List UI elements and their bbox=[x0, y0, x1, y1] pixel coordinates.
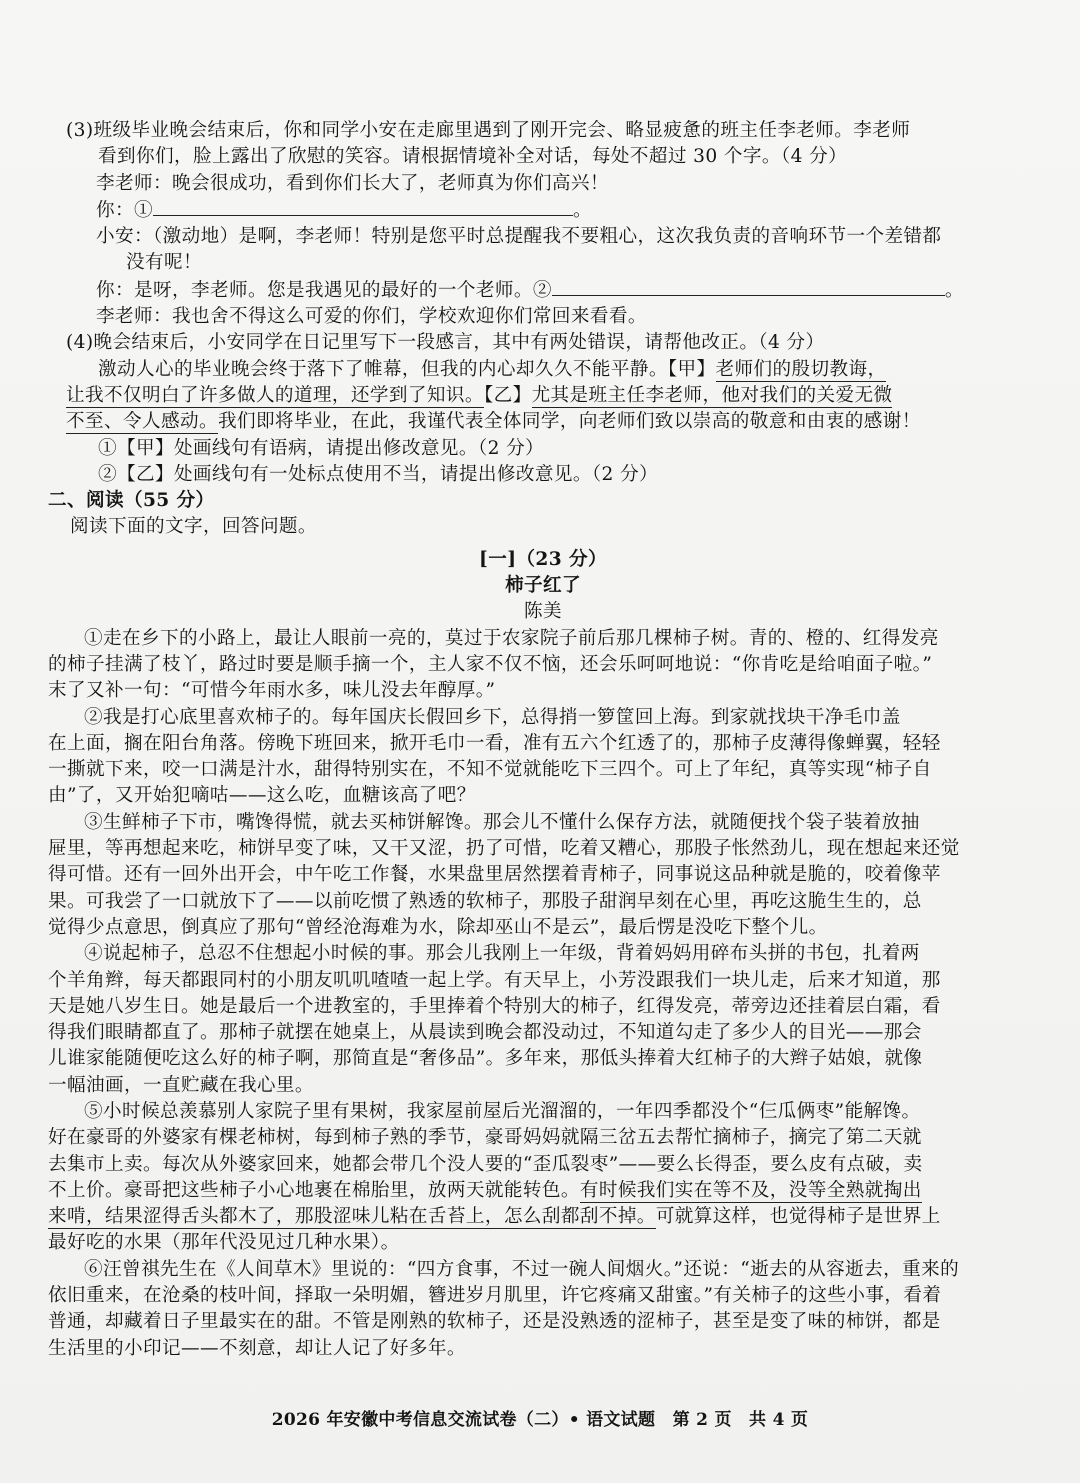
dialogue-you-2 bbox=[48, 277, 1038, 304]
article-p2-line-1: ②我是打心底里喜欢柿子的。每年国庆长假回乡下，总得捎一箩筐回上海。到家就找块干净毛巾盖 bbox=[84, 706, 901, 728]
diary-underline-yi-1: 尤其是班主任李老师，他对我们的关爱无微 bbox=[531, 384, 893, 406]
article-p5-line-6: 最好吃的水果（那年代没见过几种水果）。 bbox=[48, 1232, 400, 1254]
diary-mark-yi: 【乙】 bbox=[483, 384, 532, 406]
article-title: 柿子红了 bbox=[505, 575, 581, 597]
article-p5-text-5: 可就算这样，也觉得柿子是世界上 bbox=[655, 1206, 941, 1228]
q4-sub-question-1: ①【甲】处画线句有语病，请提出修改意见。（2 分） bbox=[98, 437, 545, 459]
article-p3-line-2: 屉里，等再想起来吃，柿饼早变了味，又干又涩，扔了可惜，吃着又糟心，那股子怅然劲儿，现在想起来还觉 bbox=[48, 838, 960, 860]
q4-sub-question-2: ②【乙】处画线句有一处标点使用不当，请提出修改意见。（2 分） bbox=[98, 463, 659, 485]
article-p5-text-4: 不上价。豪哥把这些柿子小心地裹在棉胎里，放两天就能转色。 bbox=[48, 1179, 580, 1201]
diary-underline-jia-1: 老师们的殷切教诲， bbox=[715, 358, 887, 380]
dialogue-teacher-2: 李老师：我也舍不得这么可爱的你们，学校欢迎你们常回来看看。 bbox=[96, 306, 647, 328]
q3-prompt-line-1: (3)班级毕业晚会结束后，你和同学小安在走廊里遇到了刚开完会、略显疲惫的班主任李老师。李老师 bbox=[66, 120, 911, 141]
article-p3-line-5: 觉得少点意思，倒真应了那句“曾经沧海难为水，除却巫山不是云”，最后愣是没吃下整个儿。 bbox=[48, 916, 828, 938]
article-p4-line-6: 一幅油画，一直贮藏在我心里。 bbox=[48, 1074, 314, 1096]
dialogue-you-2-end: 。 bbox=[944, 279, 964, 301]
diary-text-3: 我们即将毕业，在此，我谨代表全体同学，向老师们致以崇高的敬意和由衷的感谢！ bbox=[217, 411, 921, 433]
answer-blank-1[interactable] bbox=[153, 197, 573, 216]
q3-prompt-line-2: 看到你们，脸上露出了欣慰的笑容。请根据情境补全对话，每处不超过 30 个字。（4 分） bbox=[98, 146, 848, 168]
article-p1-line-1: ①走在乡下的小路上，最让人眼前一亮的，莫过于农家院子前后那几棵柿子树。青的、橙的、红得发亮 bbox=[84, 627, 939, 649]
dialogue-xiaoan-1: 小安：（激动地）是啊，李老师！特别是您平时总提醒我不要粗心，这次我负责的音响环节一个差错都 bbox=[96, 226, 942, 248]
article-p6-line-3: 普通，却藏着日子里最实在的甜。不管是刚熟的软柿子，还是没熟透的涩柿子，甚至是变了味的柿饼，都是 bbox=[48, 1311, 941, 1333]
page-footer: 2026 年安徽中考信息交流试卷（二）• 语文试题 第 2 页 共 4 页 bbox=[271, 1410, 809, 1430]
article-p5-line-4 bbox=[48, 1178, 1038, 1204]
article-p5-line-2: 好在豪哥的外婆家有棵老柿树，每到柿子熟的季节，豪哥妈妈就隔三岔五去帮忙摘柿子，摘完了第二天就 bbox=[48, 1127, 922, 1149]
article-p2-line-2: 在上面，搁在阳台角落。傍晚下班回来，掀开毛巾一看，准有五六个红透了的，那柿子皮薄得像蝉翼，轻轻 bbox=[48, 732, 941, 754]
diary-underline-jia-2: 让我不仅明白了许多做人的道理，还学到了知识。 bbox=[66, 384, 484, 406]
reading-part-heading: [一]（23 分） bbox=[479, 548, 607, 570]
diary-line-1 bbox=[48, 357, 1038, 383]
article-p4-line-5: 儿谁家能随便吃这么好的柿子啊，那简直是“奢侈品”。多年来，那低头捧着大红柿子的大辫子姑娘，就像 bbox=[48, 1048, 923, 1070]
article-p5-line-1: ⑤小时候总羡慕别人家院子里有果树，我家屋前屋后光溜溜的，一年四季都没个“仨瓜俩枣”能解馋。 bbox=[84, 1100, 921, 1122]
article-author: 陈美 bbox=[524, 601, 562, 623]
article-p6-line-2: 依旧重来，在沧桑的枝叶间，择取一朵明媚，簪进岁月肌里，许它疼痛又甜蜜。”有关柿子的这些小事，看着 bbox=[48, 1285, 942, 1307]
article-p3-line-1: ③生鲜柿子下市，嘴馋得慌，就去买柿饼解馋。那会儿不懂什么保存方法，就随便找个袋子装着放抽 bbox=[84, 811, 920, 833]
article-p5-line-5 bbox=[48, 1204, 1038, 1230]
reading-instruction: 阅读下面的文字，回答问题。 bbox=[70, 516, 317, 538]
dialogue-you-1-label: 你：① bbox=[96, 199, 153, 221]
answer-blank-2[interactable] bbox=[552, 277, 945, 296]
article-p4-line-1: ④说起柿子，总忍不住想起小时候的事。那会儿我刚上一年级，背着妈妈用碎布头拼的书包，扎着两 bbox=[84, 943, 920, 965]
page-content bbox=[48, 118, 1038, 1362]
article-p4-line-2: 个羊角辫，每天都跟同村的小朋友叽叽喳喳一起上学。有天早上，小芳没跟我们一块儿走，后来才知道，那 bbox=[48, 969, 941, 991]
article-p6-line-1: ⑥汪曾祺先生在《人间草木》里说的：“四方食事，不过一碗人间烟火。”还说：“逝去的从容逝去，重来的 bbox=[84, 1258, 960, 1280]
article-p5-underline-2: 来啃，结果涩得舌头都木了，那股涩味儿粘在舌苔上，怎么刮都刮不掉。 bbox=[48, 1206, 656, 1228]
article-p5-line-3: 去集市上卖。每次从外婆家回来，她都会带几个没人要的“歪瓜裂枣”——要么长得歪，要么皮有点破，卖 bbox=[48, 1153, 923, 1175]
section-reading-title: 二、阅读（55 分） bbox=[48, 490, 215, 512]
article-p4-line-3: 天是她八岁生日。她是最后一个进教室的，手里捧着个特别大的柿子，红得发亮，蒂旁边还挂着层白霜，看 bbox=[48, 995, 941, 1017]
dialogue-teacher-1: 李老师：晚会很成功，看到你们长大了，老师真为你们高兴！ bbox=[96, 172, 609, 194]
article-p3-line-4: 果。可我尝了一口就放下了——以前吃惯了熟透的软柿子，那股子甜润早刻在心里，再吃这脆生生的，总 bbox=[48, 890, 922, 912]
article-p1-line-2: 的柿子挂满了枝丫，路过时要是顺手摘一个，主人家不仅不恼，还会乐呵呵地说：“你肯吃是给咱面子啦。” bbox=[48, 653, 933, 675]
diary-text-1: 激动人心的毕业晚会终于落下了帷幕，但我的内心却久久不能平静。【甲】 bbox=[98, 358, 716, 380]
article-p1-line-3: 末了又补一句：“可惜今年雨水多，味儿没去年醇厚。” bbox=[48, 680, 496, 702]
article-p2-line-3: 一撕就下来，咬一口满是汁水，甜得特别实在，不知不觉就能吃下三四个。可上了年纪，真等实现“柿子自 bbox=[48, 759, 932, 781]
dialogue-you-2-label: 你：是呀，李老师。您是我遇见的最好的一个老师。② bbox=[96, 279, 552, 301]
dialogue-you-1-end: 。 bbox=[572, 199, 592, 221]
diary-underline-yi-2: 不至、令人感动。 bbox=[66, 411, 218, 433]
diary-line-2 bbox=[48, 383, 1038, 409]
article-p2-line-4: 由”了，又开始犯嘀咕——这么吃，血糖该高了吧？ bbox=[48, 785, 476, 807]
diary-line-3 bbox=[48, 409, 1038, 435]
q4-prompt: (4)晚会结束后，小安同学在日记里写下一段感言，其中有两处错误，请帮他改正。（4 分） bbox=[66, 332, 825, 354]
dialogue-xiaoan-1-cont: 没有呢！ bbox=[126, 252, 202, 274]
article-p6-line-4: 生活里的小印记——不刻意，却让人记了好多年。 bbox=[48, 1337, 466, 1359]
article-p3-line-3: 得可惜。还有一回外出开会，中午吃工作餐，水果盘里居然摆着青柿子，同事说这品种就是脆的，咬着像苹 bbox=[48, 864, 941, 886]
dialogue-you-1 bbox=[48, 197, 1038, 224]
article-p5-underline-1: 有时候我们实在等不及，没等全熟就掏出 bbox=[579, 1179, 922, 1201]
article-p4-line-4: 得我们眼睛都直了。那柿子就摆在她桌上，从晨读到晚会都没动过，不知道勾走了多少人的目光——那会 bbox=[48, 1022, 922, 1044]
